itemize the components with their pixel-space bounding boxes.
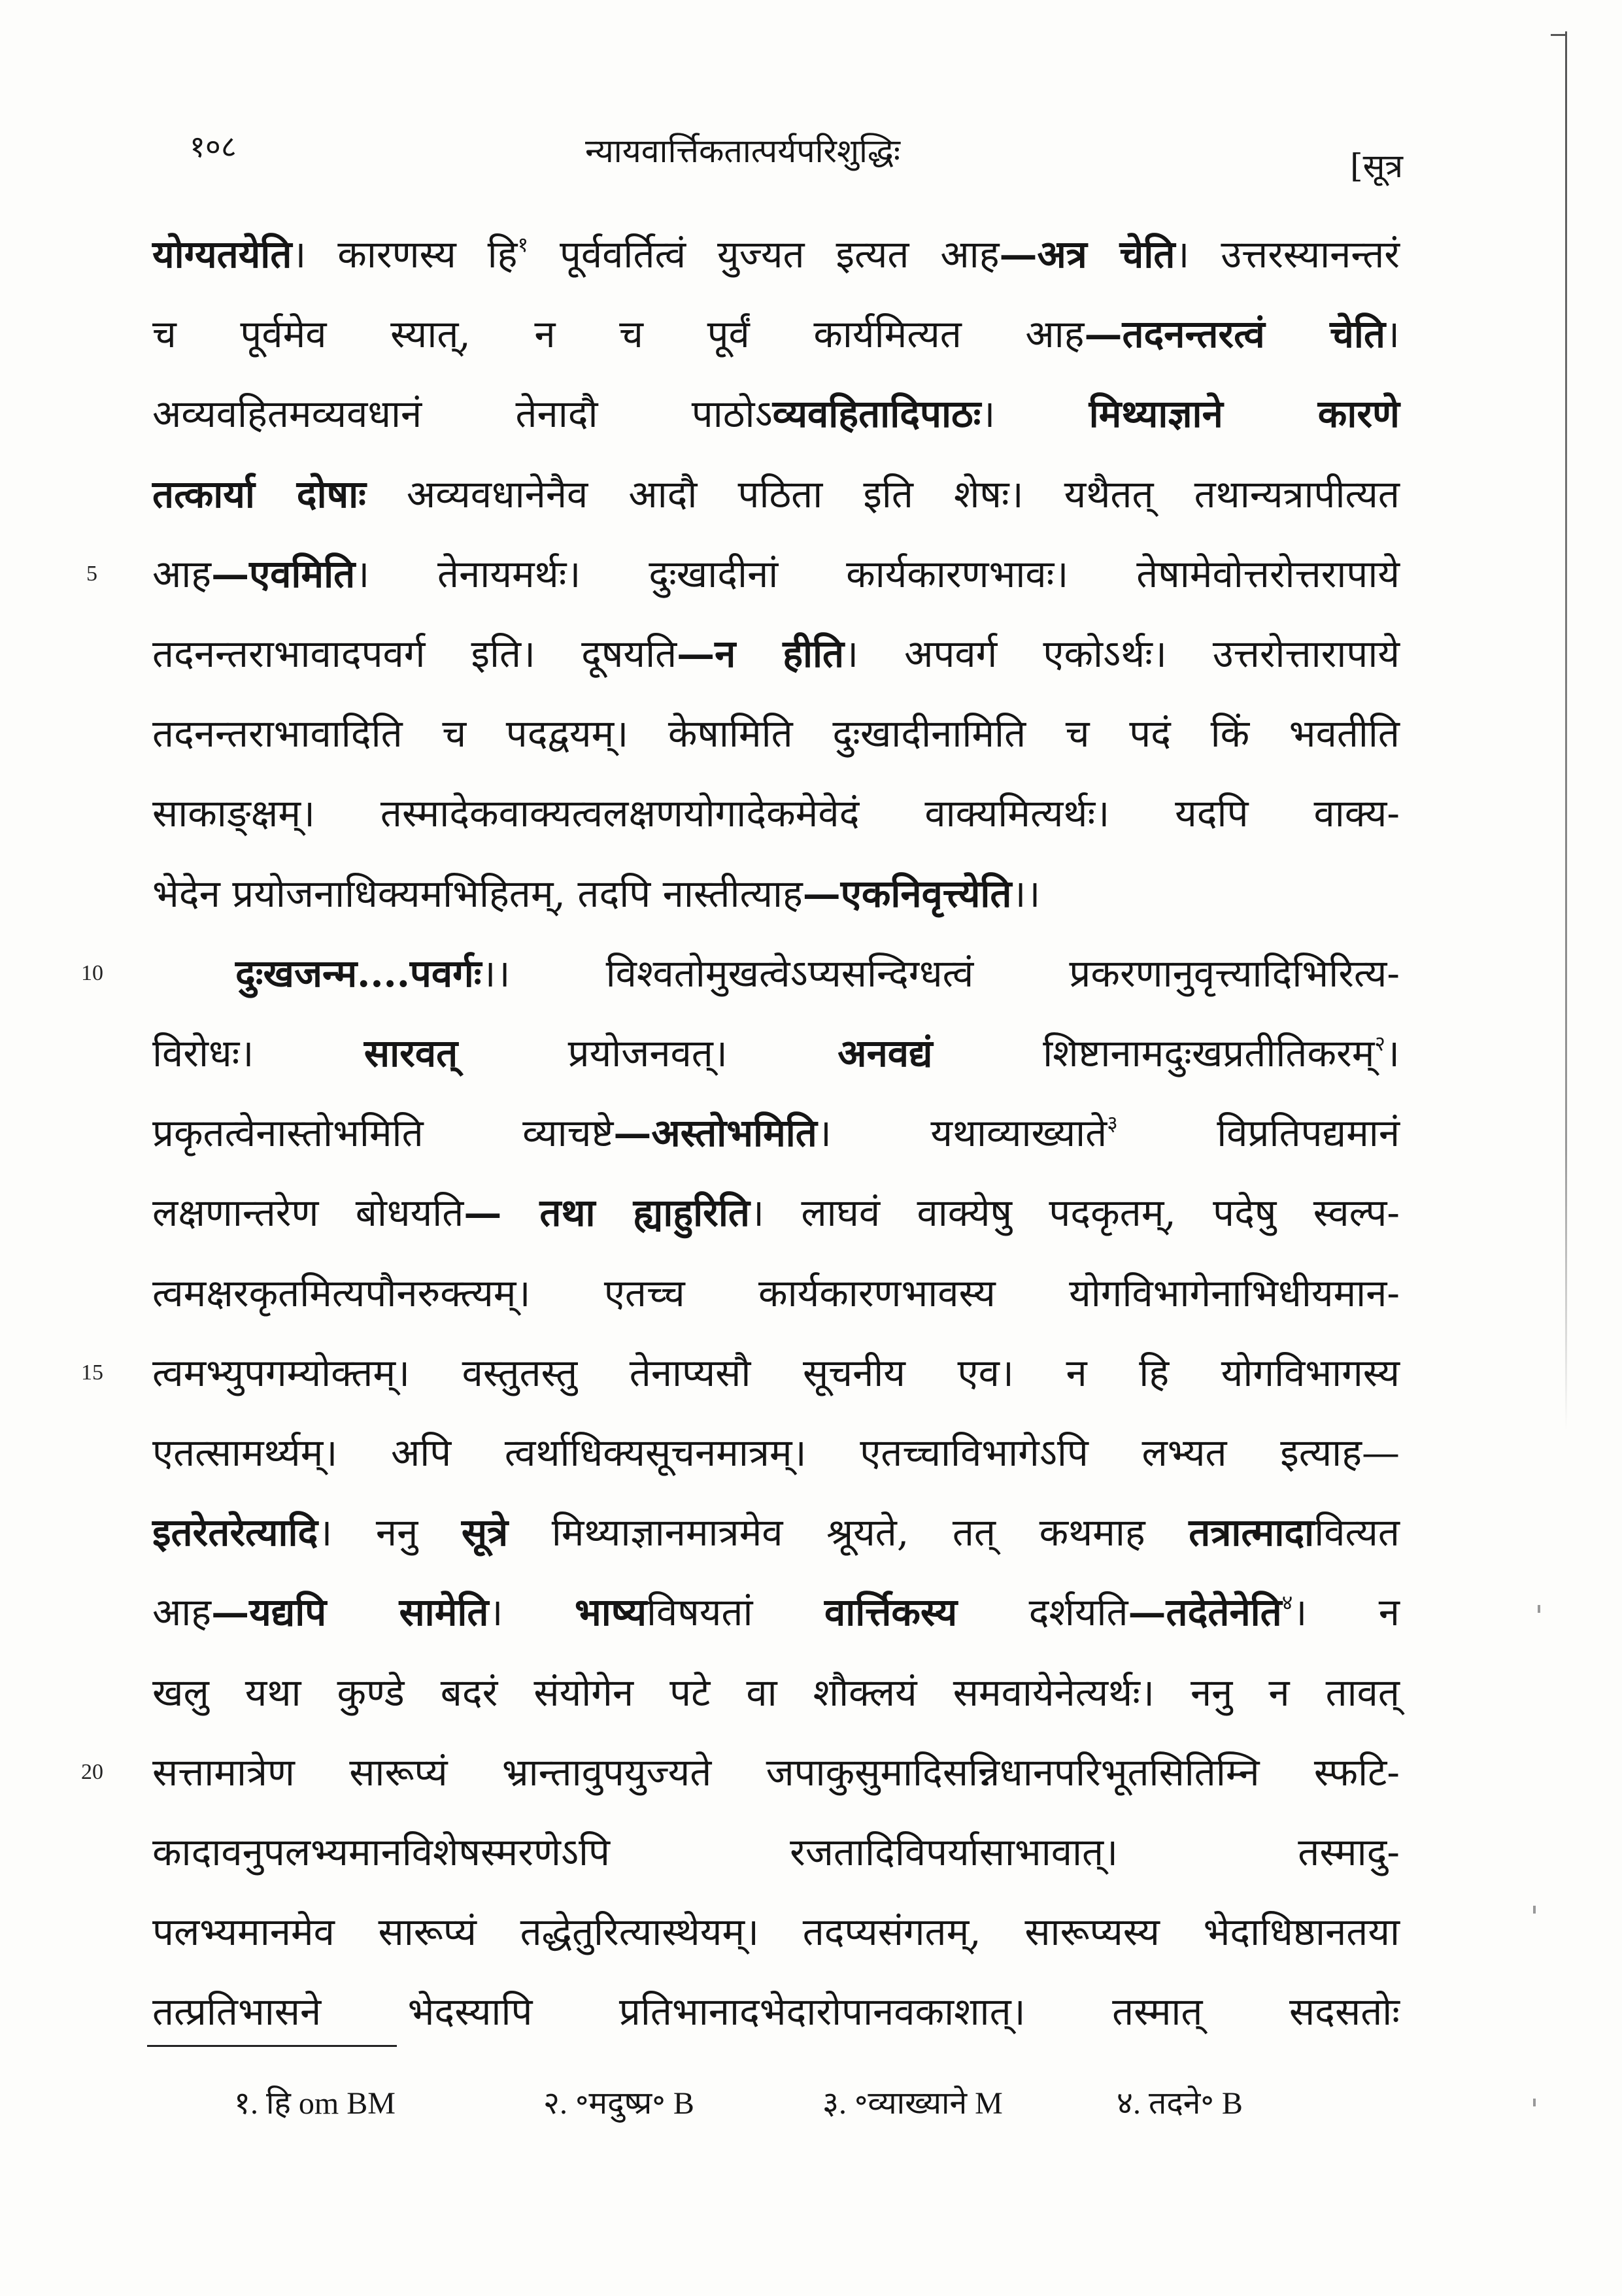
footnote-ref: ४ [1281,1590,1293,1615]
bold-term: —एवमिति [211,552,356,596]
text-line-5 [152,534,1400,614]
bold-term: योग्यतयेति [152,232,292,277]
text-run: । [1385,312,1400,356]
text-run: साकाङ्क्षम्। तस्मादेकवाक्यत्वलक्षणयोगादेकमेवेदं वाक्यमित्यर्थः। यदपि वाक्य- [152,791,1400,836]
text-run: आह [152,1590,212,1634]
text-run: भेदेन प्रयोजनाधिक्यमभिहितम्, तदपि नास्तीत्याह [152,871,803,916]
text-run: ।। [1011,871,1041,916]
text-line-13 [152,1173,1400,1253]
text-run: शिष्टानामदुःखप्रतीतिकरम् [932,1031,1375,1075]
running-title: न्यायवार्त्तिकतात्पर्यपरिशुद्धिः [585,132,900,170]
text-run: । अपवर्ग एकोऽर्थः। उत्तरोत्तारापाये [844,632,1400,676]
footnote-4: ४. तदने॰ B [1117,2086,1243,2121]
text-run: कादावनुपलभ्यमानविशेषस्मरणेऽपि रजतादिविपर्यासाभावात्। तस्मादु- [152,1830,1400,1874]
text-line-20 [152,1732,1400,1812]
text-run: विरोधः। [152,1031,364,1075]
text-run: ।। विश्वतोमुखत्वेऽप्यसन्दिग्धत्वं प्रकरणानुवृत्त्यादिभिरित्य- [481,951,1400,996]
line-number-5: 5 [86,562,97,586]
footnote-ref: ३ [1107,1111,1118,1136]
text-run: । कारणस्य हि [292,232,518,277]
text-run: तत्प्रतिभासने भेदस्यापि प्रतिभानादभेदारोपानवकाशात्। तस्मात् सदसतोः [152,1989,1400,2034]
bold-term: —यद्यपि सामेति [211,1590,489,1634]
text-line-23 [152,1972,1400,2051]
footnote-3: ३. ॰व्याख्याने M [822,2086,1003,2121]
text-run: पलभ्यमानमेव सारूप्यं तद्धेतुरित्यास्थेयम्। तदप्यसंगतम्, सारूप्यस्य भेदाधिष्ठानतया [152,1910,1400,1954]
bold-term: सूत्रे [461,1510,509,1555]
text-run: लक्षणान्तरेण बोधयति [152,1190,464,1235]
bold-term: —एकनिवृत्त्येति [802,871,1012,916]
text-line-14 [152,1253,1400,1333]
bold-term: वार्त्तिकस्य [824,1590,958,1634]
bold-term: —तदेतेनेति [1128,1590,1282,1634]
bold-term: सारवत् [363,1031,458,1075]
text-run: प्रकृतत्वेनास्तोभमिति व्याचष्टे [152,1111,614,1155]
text-run: एतत्सामर्थ्यम्। अपि त्वर्थाधिक्यसूचनमात्रम्। एतच्चाविभागेऽपि लभ्यत इत्याह— [152,1430,1400,1475]
text-line-22 [152,1892,1400,1972]
text-run: । [981,392,1089,436]
text-line-2 [152,294,1400,374]
bold-term: मिथ्याज्ञाने कारणे [1089,392,1400,436]
text-run: । न [1293,1590,1400,1634]
footnote-2: २. ॰मदुष्प्र॰ B [543,2086,694,2121]
text-line-4 [152,454,1400,534]
line-number-10: 10 [81,961,103,985]
text-run: अव्यवहितमव्यवधानं तेनादौ पाठोऽ [152,392,773,436]
text-line-9 [152,854,1400,934]
text-run: विप्रतिपद्यमानं [1117,1111,1400,1155]
text-run: त्वमक्षरकृतमित्यपौनरुक्त्यम्। एतच्च कार्यकारणभावस्य योगविभागेनाभिधीयमान- [152,1271,1400,1315]
text-run: त्वमभ्युपगम्योक्तम्। वस्तुतस्तु तेनाप्यसौ सूचनीय एव। न हि योगविभागस्य [152,1351,1400,1395]
text-run: च पूर्वमेव स्यात्, न च पूर्वं कार्यमित्यत आह [152,312,1085,356]
text-run: प्रयोजनवत्। [458,1031,838,1075]
text-line-16 [152,1413,1400,1493]
text-run: खलु यथा कुण्डे बदरं संयोगेन पटे वा शौक्लयं समवायेनेत्यर्थः। ननु न तावत् [152,1670,1400,1715]
text-line-18 [152,1572,1400,1652]
bold-term: —तदनन्तरत्वं चेति [1084,312,1386,356]
text-run: । लाघवं वाक्येषु पदकृतम्, पदेषु स्वल्प- [749,1190,1400,1235]
bold-term: दुःखजन्म....पवर्गः [235,951,482,996]
scan-speck [1533,2099,1536,2106]
text-run: । [1385,1031,1400,1075]
bold-term: तत्कार्या दोषाः [152,472,366,516]
text-run: मिथ्याज्ञानमात्रमेव श्रूयते, तत् कथमाह [508,1510,1189,1555]
text-run: । यथाव्याख्याते [817,1111,1107,1155]
bold-term: व्यवहितादिपाठः [772,392,981,436]
footnote-rule [147,2045,397,2047]
text-run: विषयतां [646,1590,824,1634]
line-number-20: 20 [81,1760,103,1784]
binding-edge-line [1565,31,1567,1430]
bold-term: इतरेतरेत्यादि [152,1510,318,1555]
footnote-1: १. हि om BM [234,2086,396,2121]
text-line-6 [152,614,1400,694]
text-line-3 [152,374,1400,454]
text-line-19 [152,1653,1400,1732]
footnote-ref: २ [1374,1031,1386,1056]
text-run: । तेनायमर्थः। दुःखादीनां कार्यकारणभावः। तेषामेवोत्तरोत्तरापाये [355,552,1400,596]
text-run: पूर्ववर्तित्वं युज्यत इत्यत आह [528,232,1000,277]
text-run: अव्यवधानेनैव आदौ पठिता इति शेषः। यथैतत् तथान्यत्रापीत्यत [365,472,1400,516]
bold-term: भाष्य [574,1590,647,1634]
section-marker: [सूत्र [1350,147,1403,185]
line-number-15: 15 [81,1360,103,1385]
bold-term: — तथा ह्याहुरिति [464,1190,750,1235]
text-line-17 [152,1493,1400,1572]
bold-term: तत्रात्मादा [1189,1510,1315,1555]
text-run: आह [152,552,212,596]
text-line-7 [152,694,1400,773]
text-line-11 [152,1013,1400,1093]
text-line-8 [152,773,1400,853]
scan-speck [1538,1605,1540,1613]
page-number: १०८ [190,129,237,164]
text-line-1 [152,214,1400,294]
text-run: तदनन्तराभावादपवर्ग इति। दूषयति [152,632,677,676]
text-line-12 [152,1093,1400,1173]
text-line-15 [152,1333,1400,1413]
bold-term: अनवद्यं [837,1031,933,1075]
text-run: । ननु [318,1510,462,1555]
text-run: । उत्तरस्यानन्तरं [1175,232,1400,277]
bold-term: —न हीति [677,632,845,676]
text-run: । [488,1590,575,1634]
text-run: सत्तामात्रेण सारूप्यं भ्रान्तावुपयुज्यते जपाकुसुमादिसन्निधानपरिभूतसितिम्नि स्फटि- [152,1750,1400,1795]
bold-term: —अत्र चेति [999,232,1175,277]
text-run: तदनन्तराभावादिति च पदद्वयम्। केषामिति दुःखादीनामिति च पदं किं भवतीति [152,711,1400,756]
text-line-21 [152,1812,1400,1892]
bold-term: —अस्तोभमिति [613,1111,817,1155]
text-run: वित्यत [1314,1510,1400,1555]
text-run: दर्शयति [957,1590,1128,1634]
footnote-ref: १ [517,232,529,258]
scan-speck [1533,1906,1536,1914]
text-line-10 [235,934,1400,1013]
